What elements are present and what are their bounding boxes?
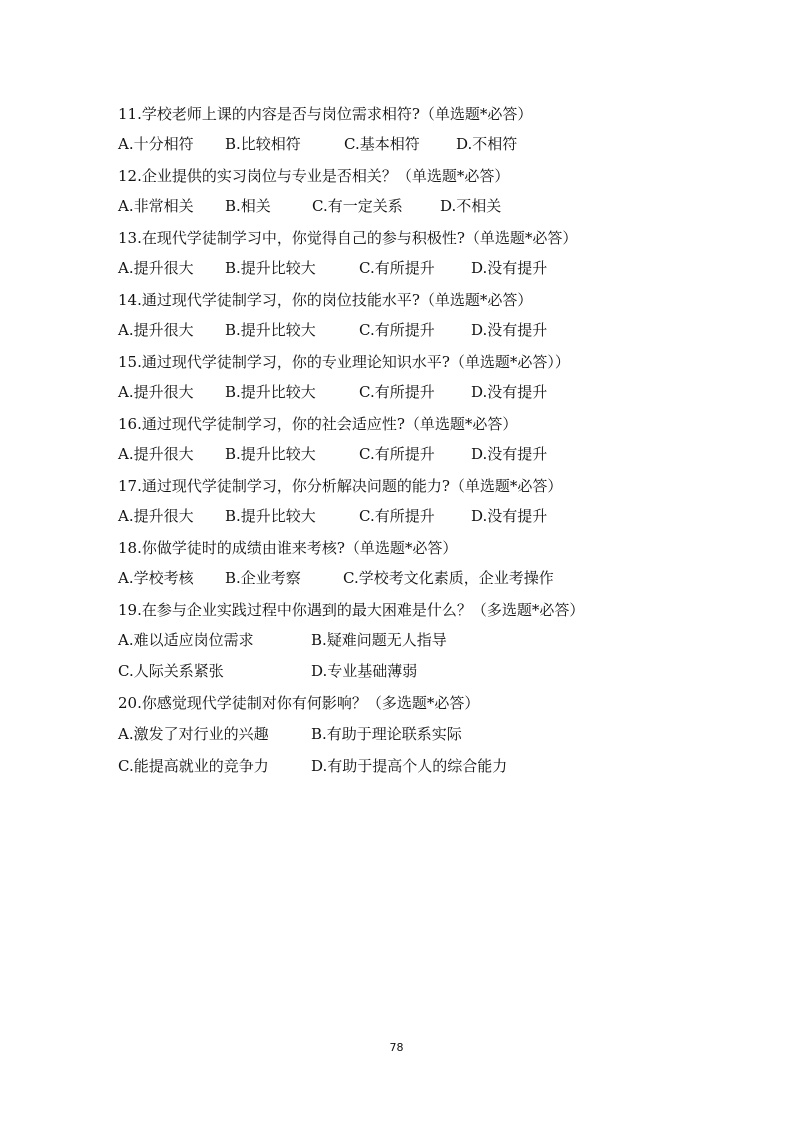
question-20-option-b: B.有助于理论联系实际 (311, 725, 462, 743)
question-18-option-a: A.学校考核 (118, 569, 194, 587)
question-13-option-d: D.没有提升 (471, 259, 548, 277)
question-18-option-c: C.学校考文化素质，企业考操作 (343, 569, 554, 587)
question-12-option-b: B.相关 (225, 197, 271, 215)
question-17-option-a: A.提升很大 (118, 507, 194, 525)
question-17-text: 17.通过现代学徒制学习，你分析解决问题的能力?（单选题*必答） (118, 477, 563, 495)
question-16-option-d: D.没有提升 (471, 445, 548, 463)
question-11-option-c: C.基本相符 (344, 135, 420, 153)
question-15-option-a: A.提升很大 (118, 383, 194, 401)
question-20-option-c: C.能提高就业的竞争力 (118, 757, 269, 775)
question-13-text: 13.在现代学徒制学习中，你觉得自己的参与积极性?（单选题*必答） (118, 229, 578, 247)
question-19-option-a: A.难以适应岗位需求 (118, 631, 254, 649)
question-15-text: 15.通过现代学徒制学习，你的专业理论知识水平?（单选题*必答）） (118, 353, 570, 371)
question-20-option-a: A.激发了对行业的兴趣 (118, 725, 269, 743)
question-20-text: 20.你感觉现代学徒制对你有何影响？（多选题*必答） (118, 694, 480, 712)
question-14-option-c: C.有所提升 (359, 321, 435, 339)
question-20-option-d: D.有助于提高个人的综合能力 (311, 757, 508, 775)
question-17-option-b: B.提升比较大 (225, 507, 316, 525)
question-14-option-b: B.提升比较大 (225, 321, 316, 339)
question-16-option-b: B.提升比较大 (225, 445, 316, 463)
question-15-option-c: C.有所提升 (359, 383, 435, 401)
question-19-option-c: C.人际关系紧张 (118, 662, 224, 680)
question-13-option-a: A.提升很大 (118, 259, 194, 277)
question-19-option-d: D.专业基础薄弱 (311, 662, 418, 680)
question-14-option-a: A.提升很大 (118, 321, 194, 339)
question-18-text: 18.你做学徒时的成绩由谁来考核?（单选题*必答） (118, 539, 458, 557)
question-14-option-d: D.没有提升 (471, 321, 548, 339)
question-13-option-c: C.有所提升 (359, 259, 435, 277)
question-11-option-d: D.不相符 (456, 135, 518, 153)
question-17-option-d: D.没有提升 (471, 507, 548, 525)
question-11-option-b: B.比较相符 (225, 135, 301, 153)
question-18-option-b: B.企业考察 (225, 569, 301, 587)
question-12-option-a: A.非常相关 (118, 197, 194, 215)
question-19-option-b: B.疑难问题无人指导 (311, 631, 447, 649)
question-12-option-d: D.不相关 (440, 197, 502, 215)
question-14-text: 14.通过现代学徒制学习，你的岗位技能水平?（单选题*必答） (118, 291, 533, 309)
page-number: 78 (389, 1041, 404, 1054)
question-16-text: 16.通过现代学徒制学习，你的社会适应性?（单选题*必答） (118, 415, 518, 433)
question-12-option-c: C.有一定关系 (312, 197, 403, 215)
question-19-text: 19.在参与企业实践过程中你遇到的最大困难是什么？（多选题*必答） (118, 601, 585, 619)
question-15-option-d: D.没有提升 (471, 383, 548, 401)
question-12-text: 12.企业提供的实习岗位与专业是否相关？（单选题*必答） (118, 167, 510, 185)
question-16-option-a: A.提升很大 (118, 445, 194, 463)
question-11-option-a: A.十分相符 (118, 135, 194, 153)
question-13-option-b: B.提升比较大 (225, 259, 316, 277)
question-11-text: 11.学校老师上课的内容是否与岗位需求相符?（单选题*必答） (118, 105, 533, 123)
question-17-option-c: C.有所提升 (359, 507, 435, 525)
question-16-option-c: C.有所提升 (359, 445, 435, 463)
question-15-option-b: B.提升比较大 (225, 383, 316, 401)
